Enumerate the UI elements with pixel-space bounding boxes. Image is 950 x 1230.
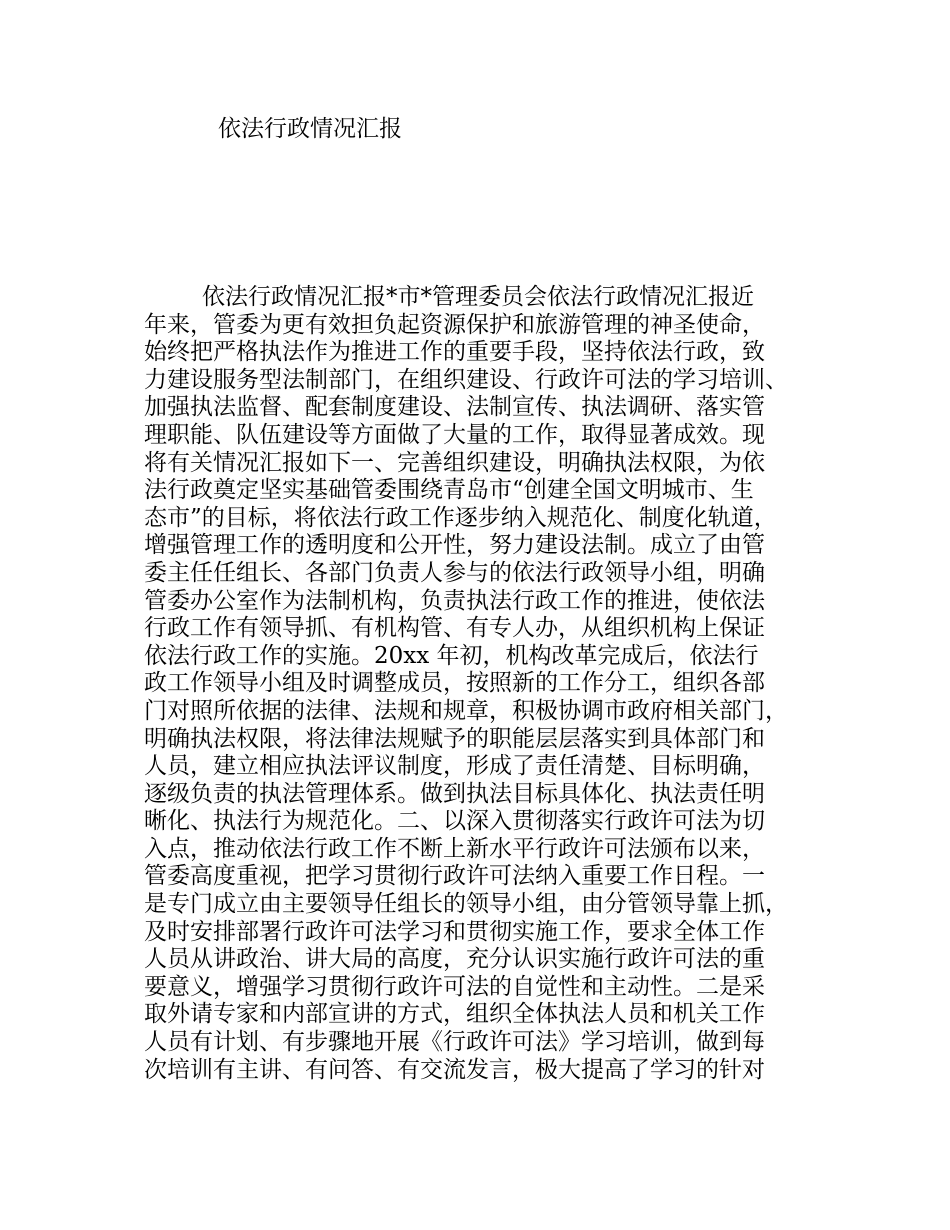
body-line: 逐级负责的执法管理体系。做到执法目标具体化、执法责任明: [144, 780, 765, 807]
body-line: 明确执法权限，将法律法规赋予的职能层层落实到具体部门和: [144, 725, 765, 752]
document-body: [144, 284, 824, 1084]
body-line: 态市”的目标，将依法行政工作逐步纳入规范化、制度化轨道，: [144, 504, 777, 531]
body-line: 人员从讲政治、讲大局的高度，充分认识实施行政许可法的重: [144, 946, 765, 973]
body-line: 年来，管委为更有效担负起资源保护和旅游管理的神圣使命，: [144, 311, 765, 338]
body-line: 管委办公室作为法制机构，负责执法行政工作的推进，使依法: [144, 587, 765, 614]
body-line: 委主任任组长、各部门负责人参与的依法行政领导小组，明确: [144, 559, 765, 586]
body-line: 政工作领导小组及时调整成员，按照新的工作分工，组织各部: [144, 670, 765, 697]
body-line: 将有关情况汇报如下一、完善组织建设，明确执法权限，为依: [144, 449, 765, 476]
body-line: 人员有计划、有步骤地开展《行政许可法》学习培训，做到每: [144, 1029, 765, 1056]
body-line: 门对照所依据的法律、法规和规章，积极协调市政府相关部门，: [144, 697, 788, 724]
document-title: 依法行政情况汇报: [218, 116, 402, 142]
body-line: 力建设服务型法制部门，在组织建设、行政许可法的学习培训、: [144, 366, 788, 393]
body-line: 人员，建立相应执法评议制度，形成了责任清楚、目标明确，: [144, 753, 765, 780]
body-line: 法行政奠定坚实基础管委围绕青岛市“创建全国文明城市、生: [144, 477, 754, 504]
body-line: 取外请专家和内部宣讲的方式，组织全体执法人员和机关工作: [144, 1001, 765, 1028]
body-line: 依法行政情况汇报*市*管理委员会依法行政情况汇报近: [202, 284, 754, 310]
body-line: 入点，推动依法行政工作不断上新水平行政许可法颁布以来，: [144, 835, 765, 862]
body-line: 理职能、队伍建设等方面做了大量的工作，取得显著成效。现: [144, 421, 765, 448]
body-line: 要意义，增强学习贯彻行政许可法的自觉性和主动性。二是采: [144, 973, 765, 1000]
body-line: 次培训有主讲、有问答、有交流发言，极大提高了学习的针对: [144, 1056, 765, 1083]
body-line: 加强执法监督、配套制度建设、法制宣传、执法调研、落实管: [144, 394, 765, 421]
body-line: 行政工作有领导抓、有机构管、有专人办，从组织机构上保证: [144, 615, 765, 642]
body-line: 是专门成立由主要领导任组长的领导小组，由分管领导靠上抓，: [144, 891, 788, 918]
body-line: 始终把严格执法作为推进工作的重要手段，坚持依法行政，致: [144, 339, 765, 366]
body-line: 依法行政工作的实施。20xx 年初，机构改革完成后，依法行: [144, 642, 759, 669]
body-line: 增强管理工作的透明度和公开性，努力建设法制。成立了由管: [144, 532, 765, 559]
body-line: 管委高度重视，把学习贯彻行政许可法纳入重要工作日程。一: [144, 863, 765, 890]
body-line: 晰化、执法行为规范化。二、以深入贯彻落实行政许可法为切: [144, 808, 765, 835]
body-line: 及时安排部署行政许可法学习和贯彻实施工作，要求全体工作: [144, 918, 765, 945]
